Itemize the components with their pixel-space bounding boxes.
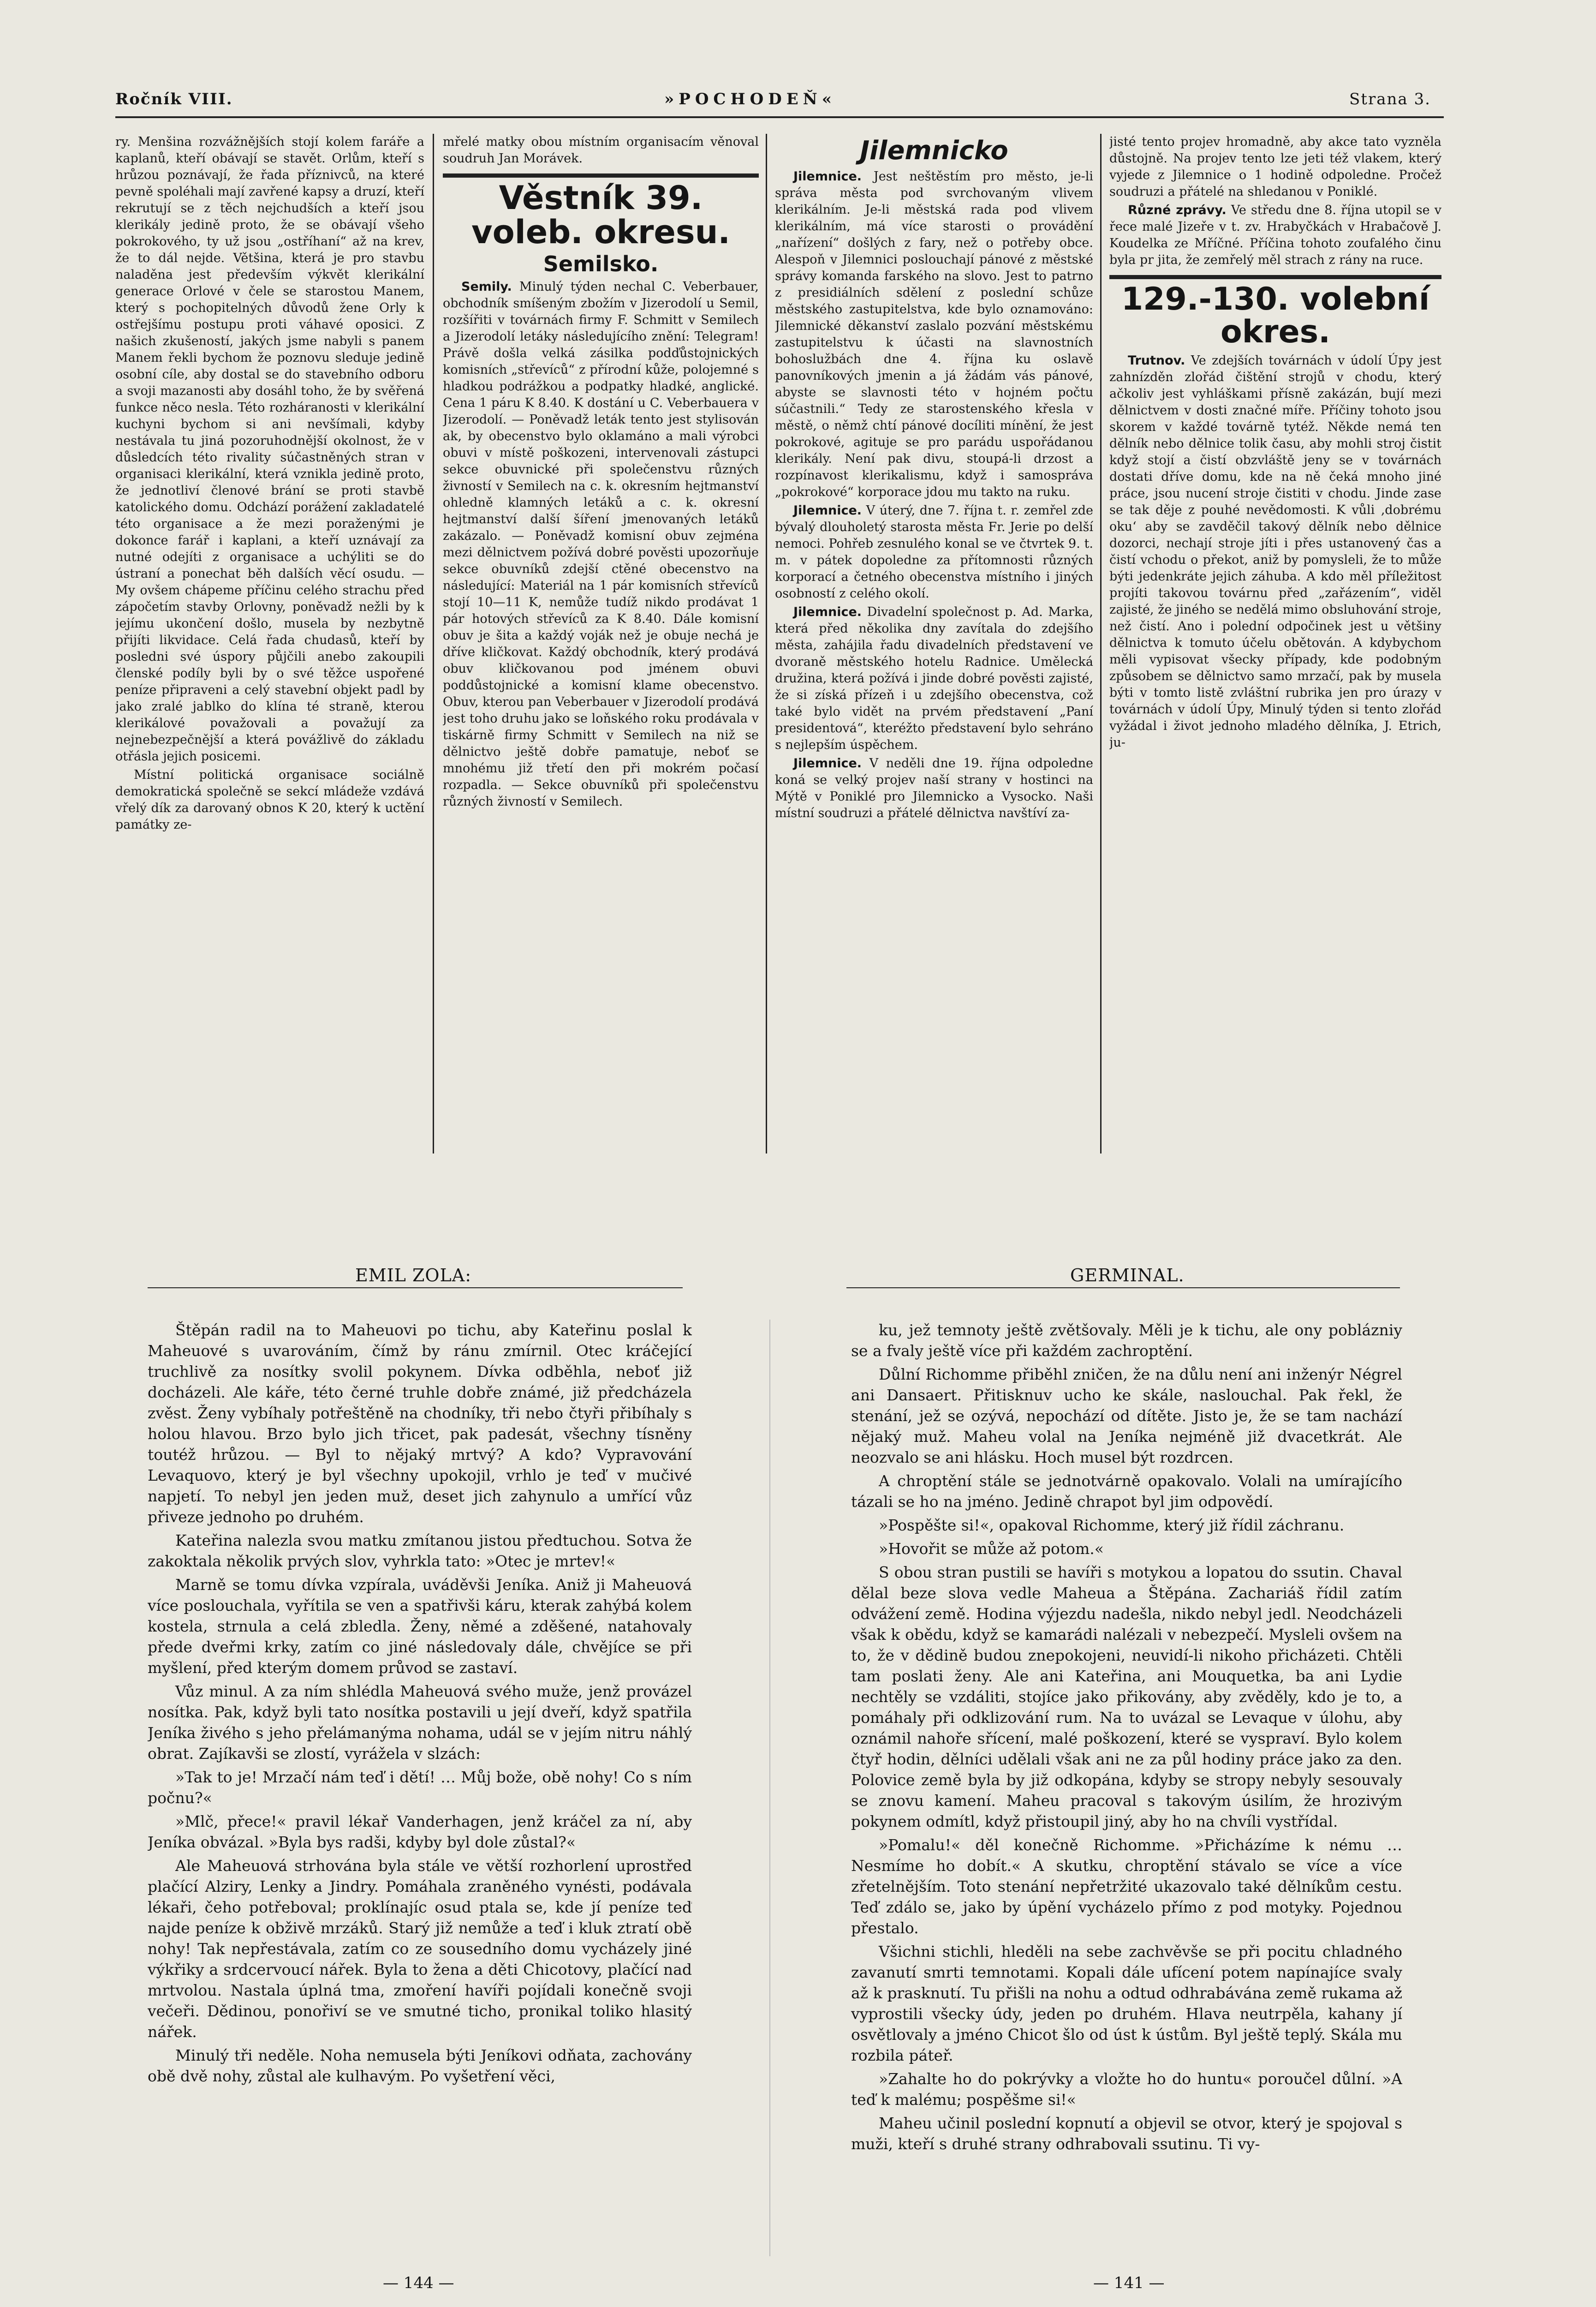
serial-page-number-right: — 141 —: [1093, 2274, 1165, 2292]
col2-paragraph-1: Minulý týden nechal C. Veberbauer, obchodník smíšeným zbožím v Jizerodolí u Semil, rozšířiti v továrnách firmy F. Schmitt v Semilech a Jizerodolí letáky následujícího znění: Telegram! Právě došla velká zásilka podďůstojnických komisních „střevíců“ z přírodní kůže, polojemné s hladkou podrážkou a podpatky hladké, anglické. Cena 1 páru K 8.40. K dostání u C. Veberbauera v Jizerodolí. — Poněvadž leták tento jest stylisován ak, by obecenstvo bylo oklamáno a mali výrobci obuvi v místě poškozeni, intervenovali zástupci sekce obuvnické při společenstvu různých živností v Semilech na c. k. okresním hejtmanství ohledně klamných letáků a c. k. okresní hejtmanství další šíření jmenovaných letáků zakázalo. — Poněvadž komisní obuv zejména mezi dělnictvem požívá dobré pověsti upozorňuje sekce obuvníků zdejší ctěné obecenstvo na následující: Materiál na 1 pár komisních střevíců stojí 10—11 K, nemůže tudíž nikdo prodávat 1 pár hotových střevíců za K 8.40. Dále komisní obuv je šita a každý voják než je obuje nechá je dříve kličkovat. Každý obchodník, který prodává obuv kličkovanou pod jménem obuvi poddůstojnické a komisní klame obecenstvo. Obuv, kterou pan Veberbauer v Jizerodolí prodává jest toho druhu jako se loňského roku prodávala v tiskárně firmy Schmitt v Semilech na niž se dělnictvo ještě dobře pamatuje, neboť se mnohému již třetí den při mokrém počasí rozpadla. — Sekce obuvníků při společenstvu různých živností v Semilech.: [443, 280, 759, 809]
column-rule-3: [1100, 134, 1102, 1154]
column-3: [775, 134, 1093, 1154]
col4-item-1-text: Ve středu dne 8. října utopil se v řece malé Jizeře v t. zv. Hrabyčkách v Hrabačově J. Koudelka ze Mříčné. Příčina tohoto zoufalého činu byla pr jita, že zemřelý měl strach z rány na ruce.: [1109, 203, 1441, 267]
serial-right-page: [851, 1320, 1402, 2256]
col3-item-1-lead: Jilemnice.: [793, 169, 862, 184]
col1-paragraph-2: Místní politická organisace sociálně demokratická společně se sekcí mládeže vzdává vřelý dík za darovaný obnos K 20, který k uctění památky ze-: [115, 768, 424, 832]
serial-page-number-left: — 144 —: [383, 2274, 454, 2292]
col1-paragraph-1: ry. Menšina rozvážnějších stojí kolem faráře a kaplanů, kteří obávají se stavět. Orlům, kteří s hrůzou poznávají, že řada příznivců, na které pevně spoléhali mají zavřené kapsy a druzí, kteří rekrutují se z těch nejchudších a kteří jsou klerikály jedině proto, že se obávají všeho pokrokového, ty už jsou „ostříhaní“ až na krev, že to dál nejde. Většina, která je pro stavbu naladěna jest především výkvět klerikální generace Orlové v čele se starostou Manem, který s pochopitelných důvodů žene Orly k ostřejšímu postupu proti váhavé oposici. Z našich zkušeností, jakých jsme nabyli s panem Manem řekli bychom že poznovu sleduje jedině osobní cíle, aby dostal se do stavebního odboru a svoji mazanosti aby dosáhl toho, že by svěřená funkce něco nesla. Této rozháranosti v klerikální kuchyni bychom si ani nevšímali, kdyby nestávala tu jiná pozoruhodnější okolnost, že v důsledcích této rivality súčastněných stran v organisaci klerikální, která vznikla jedině proto, že jednotliví členové brání se proti stavbě katolického domu. Odchází porážení zakladatelé této organisace a že mezi poraženými je dokonce farář i kaplani, a kteří uznávají za nutné odejíti z organisace a uchýliti se do ústraní a ponechat běh dalších věcí osudu. — My ovšem chápeme příčinu celého strachu před zápočetím stavby Orlovny, poněvadž nežli by k jejímu ukončení došlo, musela by nezbytně přijíti likvidace. Celá řada chudasů, kteří by posledni své úspory půjčili anebo zakoupili členské podíly byli by o své těžce uspořené peníze připraveni a celý stavební objekt padl by jako zralé jablko do klína té straně, kterou klerikálové považovali a považují za nejnebezpečnější a která povážlivě do základu otřásla jejich posicemi.: [115, 135, 424, 764]
serial-right-paragraph-2: Důlní Richomme přiběhl zničen, že na důlu není ani inženýr Négrel ani Dansaert. Přitisknuv ucho ke skále, naslouchal. Pak řekl, že stenání, jež se ozývá, nepochází od dítěte. Jisto je, že se tam nachází nějaký muž. Maheu volal na Jeníka nejméně již dvacetkrát. Ale neozvalo se ani hlásku. Hoch musel být rozdrcen.: [851, 1365, 1402, 1466]
serial-left-page: [148, 1320, 692, 2256]
col3-item-1-text: Jest neštěstím pro město, je-li správa města pod svrchovaným vlivem klerikálním. Je-li městská rada pod vlivem klerikálním, má více starosti o provádění „nařízení“ došlých z fary, než o potřeby obce. Alespoň v Jilemnici poslouchají pánové z městské správy komanda farského na slovo. Jest to patrno z presidiálních sdělení z poslední schůze městského zastupitelstva, kde bylo oznamováno: Jilemnické děkanství zaslalo pozvání městskému zastupitelstvu k účasti na slavnostních bohoslužbách dne 4. října ku oslavě panovníkových jmenin a já žádám vás pánové, abyste se slavnosti této v hojném počtu súčastnili.“ Tedy ze starostenského křesla v městě, o němž chtí pánové docíliti mínění, že jest pokrokové, agituje se pro parádu uspořádanou klerikály. Není pak divu, stoupá-li drzost a rozpínavost klerikalismu, když i samospráva „pokrokové“ korporace jdou mu takto na ruku.: [775, 169, 1093, 499]
serial-right-paragraph-5: »Hovořit se může až potom.«: [879, 1540, 1104, 1558]
header-masthead: »POCHODEŇ«: [664, 90, 836, 108]
serial-left-paragraph-6: »Mlč, přece!« pravil lékař Vanderhagen, jenž kráčel za ní, aby Jeníka obvázal. »Byla bys radši, kdyby byl dole zůstal?«: [148, 1812, 692, 1851]
serial-right-paragraph-7: »Pomalu!« děl konečně Richomme. »Přicházíme k nému … Nesmíme ho dobít.« A skutku, chroptění stávalo se více a více zřetelnějším. Toto stenání nepřetržité ukazovalo také dělníkům cestu. Teď zdálo se, jako by úpění vycházelo přímo z pod motyky. Pojednou přestalo.: [851, 1836, 1402, 1937]
serial-author: EMIL ZOLA:: [355, 1265, 472, 1285]
col4-section-title: 129.-130. volební okres.: [1121, 281, 1430, 351]
serial-left-paragraph-2: Kateřina nalezla svou matku zmítanou jistou předtuchou. Sotva že zakoktala několik prvých slov, vyhrkla tato: »Otec je mrtev!«: [148, 1531, 692, 1570]
serial-right-paragraph-6: S obou stran pustili se havíři s motykou a lopatou do ssutin. Chaval dělal beze slova vedle Maheua a Štěpána. Zachariáš řídil zatím odvážení země. Hodina výjezdu nadešla, nikdo nebyl jedl. Neodcházeli však k obědu, když se kamarádi nalézali v nebezpečí. Mysleli ovšem na to, že v dědině budou znepokojeni, neuvidí-li nikoho přicházeti. Chtěli tam poslati ženy. Ale ani Kateřina, ani Mouquetka, ba ani Lydie nechtěly se vzdáliti, stojíce jako přikovány, aby zvěděly, kdo je to, a pomáhaly při odklizování rum. Na to uvázal se Levaque v úlohu, aby oznámil nahoře sřícení, malé poškození, které se vyspraví. Bylo kolem čtyř hodin, dělníci udělali však ani ne za půl hodiny práce jako za den. Polovice země byla by již odkopána, kdyby se stropy nebyly sesouvaly se znovu kamení. Maheu pracoval s takovým úsilím, že hrozivým pokynem odmítl, když přistoupil jiný, aby ho na chvíli vystřídal.: [851, 1563, 1402, 1830]
col2-subtitle: Semilsko.: [543, 251, 659, 276]
col3-item-4-text: V neděli dne 19. října odpoledne koná se velký projev naší strany v hostinci na Mýtě v Poniklé pro Jilemnicko a Vysocko. Naši místní soudruzi a přátelé dělnictva navštíví za-: [775, 756, 1093, 820]
column-1: [115, 134, 424, 1154]
col4-item-1-lead: Různé zprávy.: [1128, 203, 1227, 217]
serial-right-paragraph-1: ku, jež temnoty ještě zvětšovaly. Měli je k tichu, ale ony poblázniy se a fvaly ještě více při každém zachroptění.: [851, 1321, 1402, 1360]
col4-intro: jisté tento projev hromadně, aby akce tato vyzněla důstojně. Na projev tento lze jeti též vlakem, který vyjede z Jilemnice o 1 hodině odpoledne. Pročež soudruzi a přátelé na shledanou v Poniklé.: [1109, 135, 1441, 199]
col3-item-2-text: V úterý, dne 7. října t. r. zemřel zde bývalý dlouholetý starosta města Fr. Jerie po delší nemoci. Pohřeb zesnulého konal se ve čtvrtek 9. t. m. v pátek dopoledne za přítomnosti různých korporací a četného obecenstva místního i jiných osobností z celého okolí.: [775, 503, 1093, 601]
col2-lead: Semily.: [461, 280, 512, 294]
header-volume: Ročník VIII.: [115, 90, 233, 108]
serial-center-fold: [769, 1320, 770, 2256]
col4-paragraph-2: Ve zdejších továrnách v údolí Úpy jest zahnízděn zlořád čištění strojů v chodu, který ačkoliv jest vyhláškami přísně zakázán, bují mezi dělnictvem v dosti značné míře. Příčiny tohoto jsou skorem v každé továrně tytéž. Někde nemá ten dělník nebo dělnice tolik času, aby mohli stroj čistit když stojí a čistí obzvláště jeny se v továrnách dostati dříve domu, kde na ně čeká mnoho jiné práce, jsou nucení stroje čistiti v chodu. Jinde zase se tak děje z pouhé nevědomosti. K vůli ‚dobrému oku‘ aby se zavděčil takový dělník nebo dělnice dozorci, nechají stroje jíti i přes ustanovený čas a čistí vchodu o překot, aniž by pomysleli, že to může býti jedenkráte jejich záhuba. A kdo měl příležitost projíti takovou továrnu před „zařázením“, viděl zajisté, že jiného se nedělá mimo obsluhování stroje, než čistí. Ano i polední odpočinek jest u většiny dělnictva k tomuto účelu obětován. A kdybychom měli vypisovat všecky případy, kde podobným způsobem se dělnictvo samo mrzačí, pak by musela býti v tomto listě zvláštní rubrika jen pro úrazy v továrnách v údolí Úpy, Minulý týden si tento zlořád vyžádal i život jednoho mladého dělníka, J. Etrich, ju-: [1109, 353, 1441, 750]
col3-item-4-lead: Jilemnice.: [793, 756, 862, 771]
col2-heavy-rule: [443, 173, 759, 178]
header-page-number: Strana 3.: [1349, 90, 1431, 108]
col4-heavy-rule: [1109, 275, 1441, 279]
col2-intro: mřelé matky obou místním organisacím věnoval soudruh Jan Morávek.: [443, 135, 759, 166]
col3-section-title: Jilemnicko: [860, 136, 1008, 166]
column-rule-1: [433, 134, 434, 1154]
serial-right-paragraph-10: Maheu učinil poslední kopnutí a objevil se otvor, který je spojoval s muži, kteří s druhé strany odhrabovali ssutinu. Ti vy-: [851, 2114, 1402, 2153]
col2-section-title: Věstník 39. voleb. okresu.: [471, 179, 730, 251]
serial-left-paragraph-4: Vůz minul. A za ním shlédla Maheuová svého muže, jenž provázel nosítka. Pak, když byli tato nosítka postavili u její dveří, když spatřila Jeníka živého s jeho přelámanýma nohama, udál se v jejím nitru náhlý obrat. Zajíkavši se zlostí, vyrážela v slzách:: [148, 1682, 692, 1763]
column-4: [1109, 134, 1441, 1154]
serial-top-rule-left: [148, 1287, 683, 1288]
serial-left-paragraph-8: Minulý tři neděle. Noha nemusela býti Jeníkovi odňata, zachovány obě dvě nohy, zůstal ale kulhavým. Po vyšetření věci,: [148, 2046, 692, 2085]
col3-item-3-lead: Jilemnice.: [793, 604, 862, 619]
serial-title: GERMINAL.: [1070, 1265, 1185, 1285]
header-rule: [115, 116, 1444, 118]
col3-item-3-text: Divadelní společnost p. Ad. Marka, která před několika dny zavítala do zdejšího města, zahájila řadu divadelních představení ve dvoraně městského hotelu Radnice. Umělecká družina, která požívá i jinde dobré pověsti zajisté, že si získá přízeň i u zdejšího obecenstva, což také bylo vidět na prvém představení „Paní presidentová“, kteréžto představení bylo sehráno s nejlepším úspěchem.: [775, 604, 1093, 752]
serial-top-rule-right: [846, 1287, 1400, 1288]
serial-right-paragraph-3: A chroptění stále se jednotvárně opakovalo. Volali na umírajícího tázali se ho na jméno. Jedině chrapot byl jim odpovědí.: [851, 1472, 1402, 1511]
column-rule-2: [766, 134, 767, 1154]
serial-right-paragraph-9: »Zahalte ho do pokrývky a vložte ho do huntu« poroučel důlní. »A teď k malému; pospěšme si!«: [851, 2070, 1402, 2109]
serial-left-paragraph-5: »Tak to je! Mrzačí nám teď i dětí! … Můj bože, obě nohy! Co s ním počnu?«: [148, 1768, 692, 1807]
serial-right-paragraph-8: Všichni stichli, hleděli na sebe zachvěvše se při pocitu chladného zavanutí smrti temnotami. Kopali dále ufícení potem napínajíce svaly až k prasknutí. Tu přišli na nohu a odtud odhrabávána země rukama až vyprostili všecky údy, jeden po druhém. Hlava neutrpěla, kahany jí osvětlovaly a jméno Chicot šlo od úst k ústům. Byl ještě teplý. Skála mu rozbila páteř.: [851, 1942, 1402, 2064]
serial-left-paragraph-1: Štěpán radil na to Maheuovi po tichu, aby Kateřinu poslal k Maheuové s uvarováním, čímž by ránu zmírnil. Otec kráčející truchlivě za nosítky svolil pokynem. Dívka odběhla, neboť již docházeli. Ale káře, této černé truhle dobře známé, již předcházela zvěst. Ženy vybíhaly potřeštěně na chodníky, tři nebo čtyři přibíhaly s holou hlavou. Brzo bylo jich třicet, pak padesát, všechny tísněny toutéž hrůzou. — Byl to nějaký mrtvý? A kdo? Vypravování Levaquovo, který je byl všechny upokojil, vrhlo je teď v mučivé napjetí. To nebyl jen jeden muž, deset jich zahynulo a umřící vůz přiveze jednoho po druhém.: [148, 1321, 692, 1526]
col4-lead-2: Trutnov.: [1128, 353, 1185, 368]
serial-right-paragraph-4: »Pospěšte si!«, opakoval Richomme, který již řídil záchranu.: [879, 1516, 1345, 1534]
column-2: [443, 134, 759, 1154]
serial-left-paragraph-7: Ale Maheuová strhována byla stále ve větší rozhorlení uprostřed plačící Alziry, Lenky a Jindry. Pomáhala zraněného vynésti, podávala lékaři, čeho potřeboval; proklínajíc osud ptala se, kde jí peníze teď najde peníze k obživě mrzáků. Starý již nemůže a teď i kluk ztratí obě nohy! Tak nepřestávala, zatím co ze sousedního domu vycházely jiné výkřiky a srdcervoucí nářek. Byla to žena a děti Chicotovy, plačící nad mrtvolou. Nastala úplná tma, zmoření havíři pojídali konečně svoji večeři. Dědinou, ponořiví se ve smutné ticho, pronikal toliko hlasitý nářek.: [148, 1857, 692, 2041]
col3-item-2-lead: Jilemnice.: [793, 503, 862, 518]
serial-left-paragraph-3: Marně se tomu dívka vzpírala, uváděvši Jeníka. Aniž ji Maheuová více poslouchala, vyřítila se ven a spatřivši káru, kterak zahýbá kolem kostela, strnula a celá zbledla. Ženy, němé a zděšené, natahovaly přede dveřmi krky, zatím co jiné následovaly dále, chvějíce se při myšlení, před kterým domem průvod se zastaví.: [148, 1576, 692, 1677]
